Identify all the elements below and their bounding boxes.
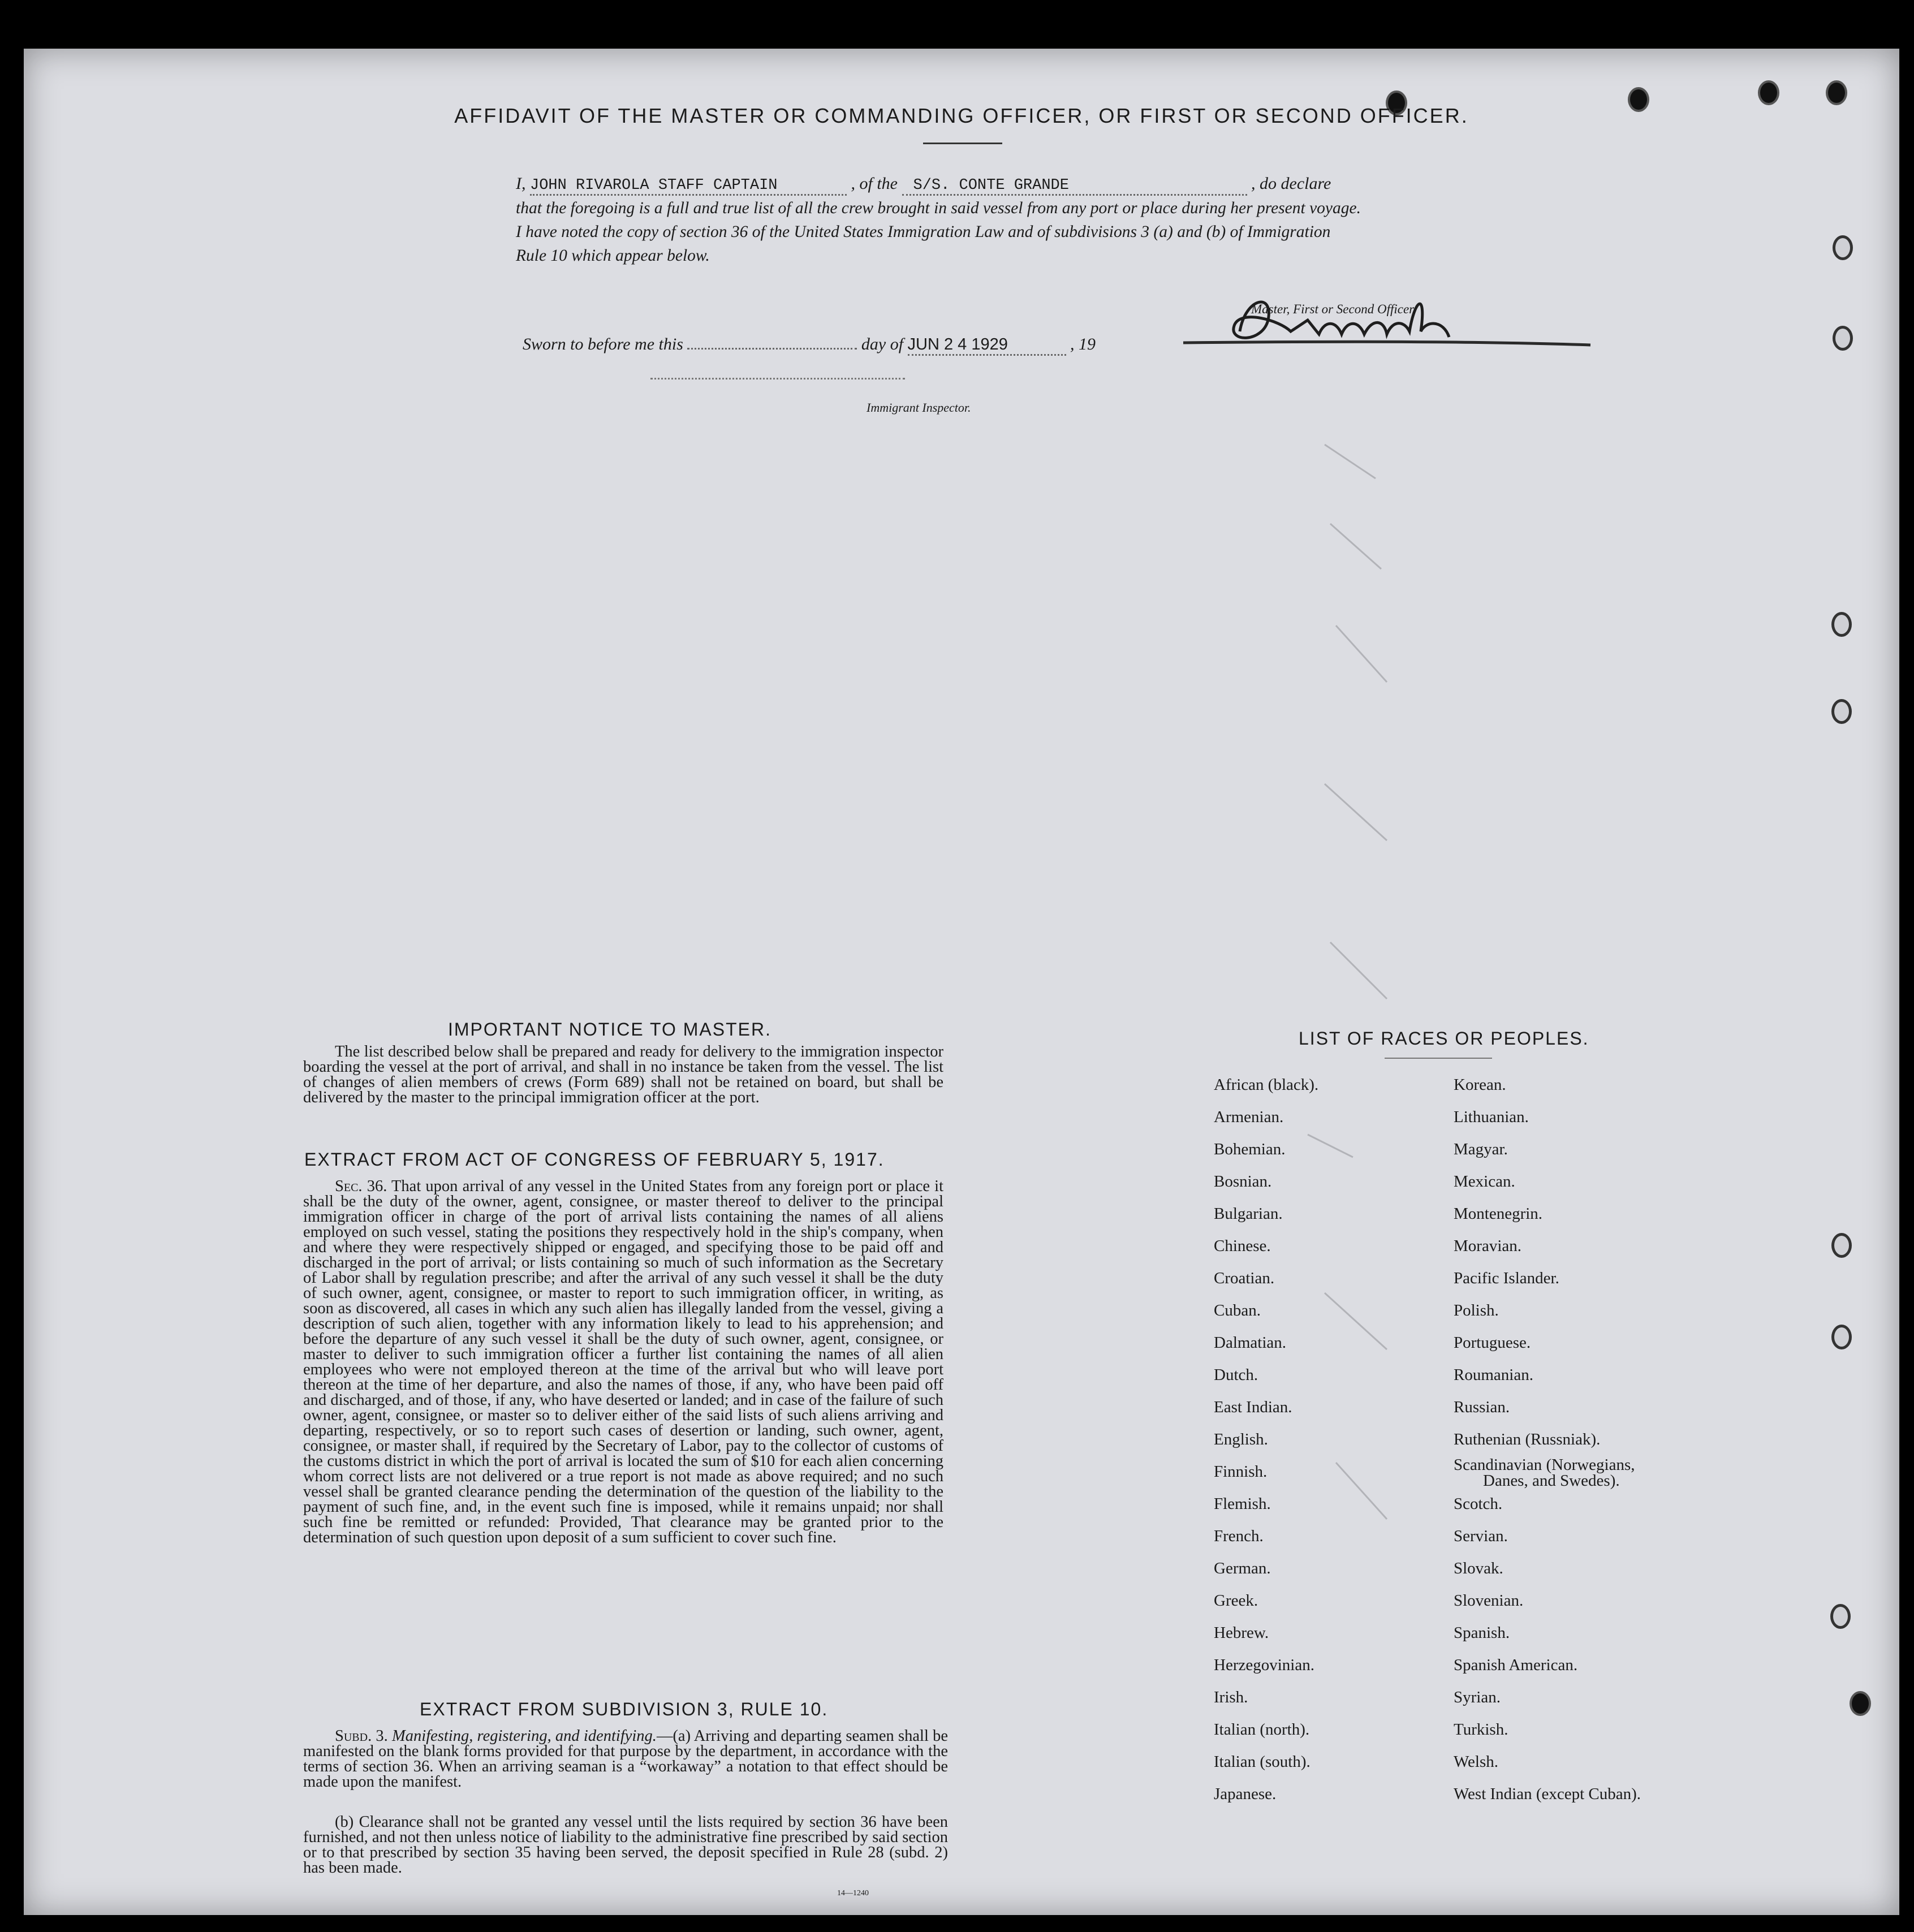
sworn-day-field <box>687 348 857 350</box>
race-right: Montenegrin. <box>1454 1205 1543 1223</box>
signature-caption: Master, First or Second Officer. <box>1251 302 1416 316</box>
race-right-continuation: Danes, and Swedes). <box>1483 1472 1620 1490</box>
section-36-text: That upon arrival of any vessel in the United States from any foreign port or place it shall be the duty of the owner, agent, consignee, or master thereof to deliver to the principal immigration officer in charge of the port of arrival lists containing the names of all aliens employed on such vessel, stating the positions they respectively hold in the ship's company, when and where they were respectively shipped or engaged, and specifying those to be paid off and discharged in the port of arrival; or lists containing so much of such information as the Secretary of Labor shall by regulation prescribe; and after the arrival of any such vessel it shall be the duty of such owner, agent, consignee, or master to report to such immigration officer, in writing, as soon as discovered, all cases in which any such alien has illegally landed from the vessel, giving a description of such alien, together with any information likely to lead to his apprehension; and before the departure of any such vessel it shall be the duty of such owner, agent, consignee, or master to deliver to such immigration officer a further list containing the names of all alien employees who were not employed thereon at the time of the arrival but who will leave port thereon at the time of her departure, and also the names of those, if any, who have been paid off and discharged, and of those, if any, who have deserted or landed; and in case of the failure of such owner, agent, consignee, or master so to deliver either of the said lists of such aliens arriving and departing, respectively, or so to report such cases of desertion or landing, such owner, agent, consignee, or master shall, if required by the Secretary of Labor, pay to the collector of customs of the customs district in which the port of arrival is located the sum of $10 for each alien concerning whom correct lists are not delivered or a true report is not made as above required; and no such vessel shall be granted clearance pending the determination of the question of the liability to the payment of such fine, and, in the event such fine is imposed, while it remains unpaid; nor shall such fine be remitted or refunded: Provided, That clearance may be granted prior to the determination of such question upon deposit of a sum sufficient to cover such fine. <box>303 1178 943 1546</box>
affidavit-line-1 <box>516 174 1331 196</box>
race-left: Italian (south). <box>1214 1753 1311 1771</box>
race-left: Cuban. <box>1214 1301 1261 1319</box>
race-left: Chinese. <box>1214 1237 1271 1255</box>
officer-name-field <box>530 174 847 196</box>
race-right: Servian. <box>1454 1527 1508 1545</box>
races-title: LIST OF RACES OR PEOPLES. <box>1299 1028 1589 1049</box>
line1-suffix: , do declare <box>1251 174 1331 193</box>
notice-text: The list described below shall be prepared and ready for delivery to the immigration inspector boarding the vessel at the port of arrival, and shall in no instance be taken from the vessel. The list of changes of alien members of crews (Form 689) shall not be retained on board, but shall be delivered by the master to the principal immigration officer at the port. <box>303 1043 943 1106</box>
sworn-line <box>523 335 1096 356</box>
extract-rule-para-a <box>303 1728 948 1789</box>
subd-para-a: —(a) Arriving and departing seamen shall be manifested on the blank forms provided for that purpose by the department, in accordance with the terms of section 36. When an arriving seaman is a “workaway” a notation to that effect should be made upon the manifest. <box>303 1727 948 1791</box>
line1-prefix: I, <box>516 174 526 193</box>
binder-ring-icon <box>1831 612 1852 637</box>
notice-title: IMPORTANT NOTICE TO MASTER. <box>448 1019 771 1040</box>
document-page <box>24 49 1899 1915</box>
race-right: Russian. <box>1454 1398 1510 1416</box>
race-right: Syrian. <box>1454 1688 1501 1706</box>
race-right: Turkish. <box>1454 1720 1508 1739</box>
race-left: African (black). <box>1214 1076 1319 1094</box>
race-right: Ruthenian (Russniak). <box>1454 1430 1601 1448</box>
race-left: Flemish. <box>1214 1495 1271 1513</box>
race-right: Slovak. <box>1454 1559 1503 1577</box>
race-right: Roumanian. <box>1454 1366 1533 1384</box>
extract-act-title: EXTRACT FROM ACT OF CONGRESS OF FEBRUARY 5, 1917. <box>304 1149 885 1170</box>
race-left: Irish. <box>1214 1688 1248 1706</box>
affidavit-line-3: I have noted the copy of section 36 of the United States Immigration Law and of subdivisions 3 (a) and (b) of Immigration <box>516 223 1331 241</box>
race-right: Scandinavian (Norwegians, <box>1454 1456 1635 1474</box>
punch-hole-icon <box>1826 80 1847 105</box>
subd-heading: Manifesting, registering, and identifying. <box>392 1727 657 1745</box>
subd-label: Subd. 3. <box>335 1727 388 1745</box>
race-left: Armenian. <box>1214 1108 1284 1126</box>
binder-ring-icon <box>1831 1325 1852 1349</box>
race-right: West Indian (except Cuban). <box>1454 1785 1641 1803</box>
race-right: Korean. <box>1454 1076 1506 1094</box>
binder-ring-icon <box>1833 326 1853 351</box>
signature-image <box>1178 286 1596 365</box>
vessel-name-field <box>902 174 1247 196</box>
sworn-date-stamp: JUN 2 4 1929 <box>908 335 1066 356</box>
binder-ring-icon <box>1831 699 1852 724</box>
affidavit-line-4: Rule 10 which appear below. <box>516 247 710 265</box>
race-left: Croatian. <box>1214 1269 1275 1287</box>
race-right: Lithuanian. <box>1454 1108 1529 1126</box>
race-right: Moravian. <box>1454 1237 1521 1255</box>
binder-ring-icon <box>1830 1604 1851 1629</box>
title-divider <box>923 143 1002 144</box>
affidavit-line-2: that the foregoing is a full and true list of all the crew brought in said vessel from any port or place during her present voyage. <box>516 199 1361 217</box>
extract-act-body <box>303 1179 943 1545</box>
race-left: Bulgarian. <box>1214 1205 1283 1223</box>
race-right: Welsh. <box>1454 1753 1499 1771</box>
binder-ring-icon <box>1833 235 1853 260</box>
race-left: Japanese. <box>1214 1785 1277 1803</box>
punch-hole-icon <box>1850 1691 1871 1716</box>
race-left: Greek. <box>1214 1592 1258 1610</box>
officer-name: JOHN RIVAROLA STAFF CAPTAIN <box>530 177 778 194</box>
race-left: Hebrew. <box>1214 1624 1269 1642</box>
race-left: Italian (north). <box>1214 1720 1310 1739</box>
race-left: German. <box>1214 1559 1271 1577</box>
binder-ring-icon <box>1831 1233 1852 1258</box>
punch-hole-icon <box>1758 80 1779 105</box>
race-right: Magyar. <box>1454 1140 1508 1158</box>
section-label: Sec. 36. <box>335 1178 387 1195</box>
race-right: Polish. <box>1454 1301 1499 1319</box>
race-right: Portuguese. <box>1454 1334 1531 1352</box>
race-left: Herzegovinian. <box>1214 1656 1314 1674</box>
form-number: 14—1240 <box>837 1889 869 1897</box>
inspector-signature-line <box>650 378 905 380</box>
race-left: Finnish. <box>1214 1463 1268 1481</box>
race-left: French. <box>1214 1527 1264 1545</box>
extract-rule-para-b: (b) Clearance shall not be granted any vessel until the lists required by section 36 have been furnished, and not then unless notice of liability to the administrative fine prescribed by said section or to that prescribed by section 35 having been served, the deposit specified in Rule 28 (subd. 2) has been made. <box>303 1813 948 1877</box>
races-divider <box>1385 1058 1492 1059</box>
inspector-caption: Immigrant Inspector. <box>867 400 971 415</box>
race-left: East Indian. <box>1214 1398 1292 1416</box>
race-right: Slovenian. <box>1454 1592 1524 1610</box>
race-right: Mexican. <box>1454 1172 1515 1191</box>
race-right: Spanish. <box>1454 1624 1510 1642</box>
race-right: Pacific Islander. <box>1454 1269 1559 1287</box>
sworn-prefix: Sworn to before me this <box>523 335 683 353</box>
sworn-day-of: day of <box>861 335 904 353</box>
affidavit-title: AFFIDAVIT OF THE MASTER OR COMMANDING OFFICER, OR FIRST OR SECOND OFFICER. <box>454 104 1469 127</box>
extract-rule-title: EXTRACT FROM SUBDIVISION 3, RULE 10. <box>420 1699 829 1719</box>
race-right: Spanish American. <box>1454 1656 1578 1674</box>
race-right: Scotch. <box>1454 1495 1503 1513</box>
line1-mid: , of the <box>851 174 898 193</box>
race-left: English. <box>1214 1430 1268 1448</box>
sworn-year: , 19 <box>1070 335 1096 353</box>
race-left: Bosnian. <box>1214 1172 1272 1191</box>
race-left: Bohemian. <box>1214 1140 1286 1158</box>
race-left: Dalmatian. <box>1214 1334 1287 1352</box>
race-left: Dutch. <box>1214 1366 1258 1384</box>
vessel-name: S/S. CONTE GRANDE <box>913 177 1069 194</box>
